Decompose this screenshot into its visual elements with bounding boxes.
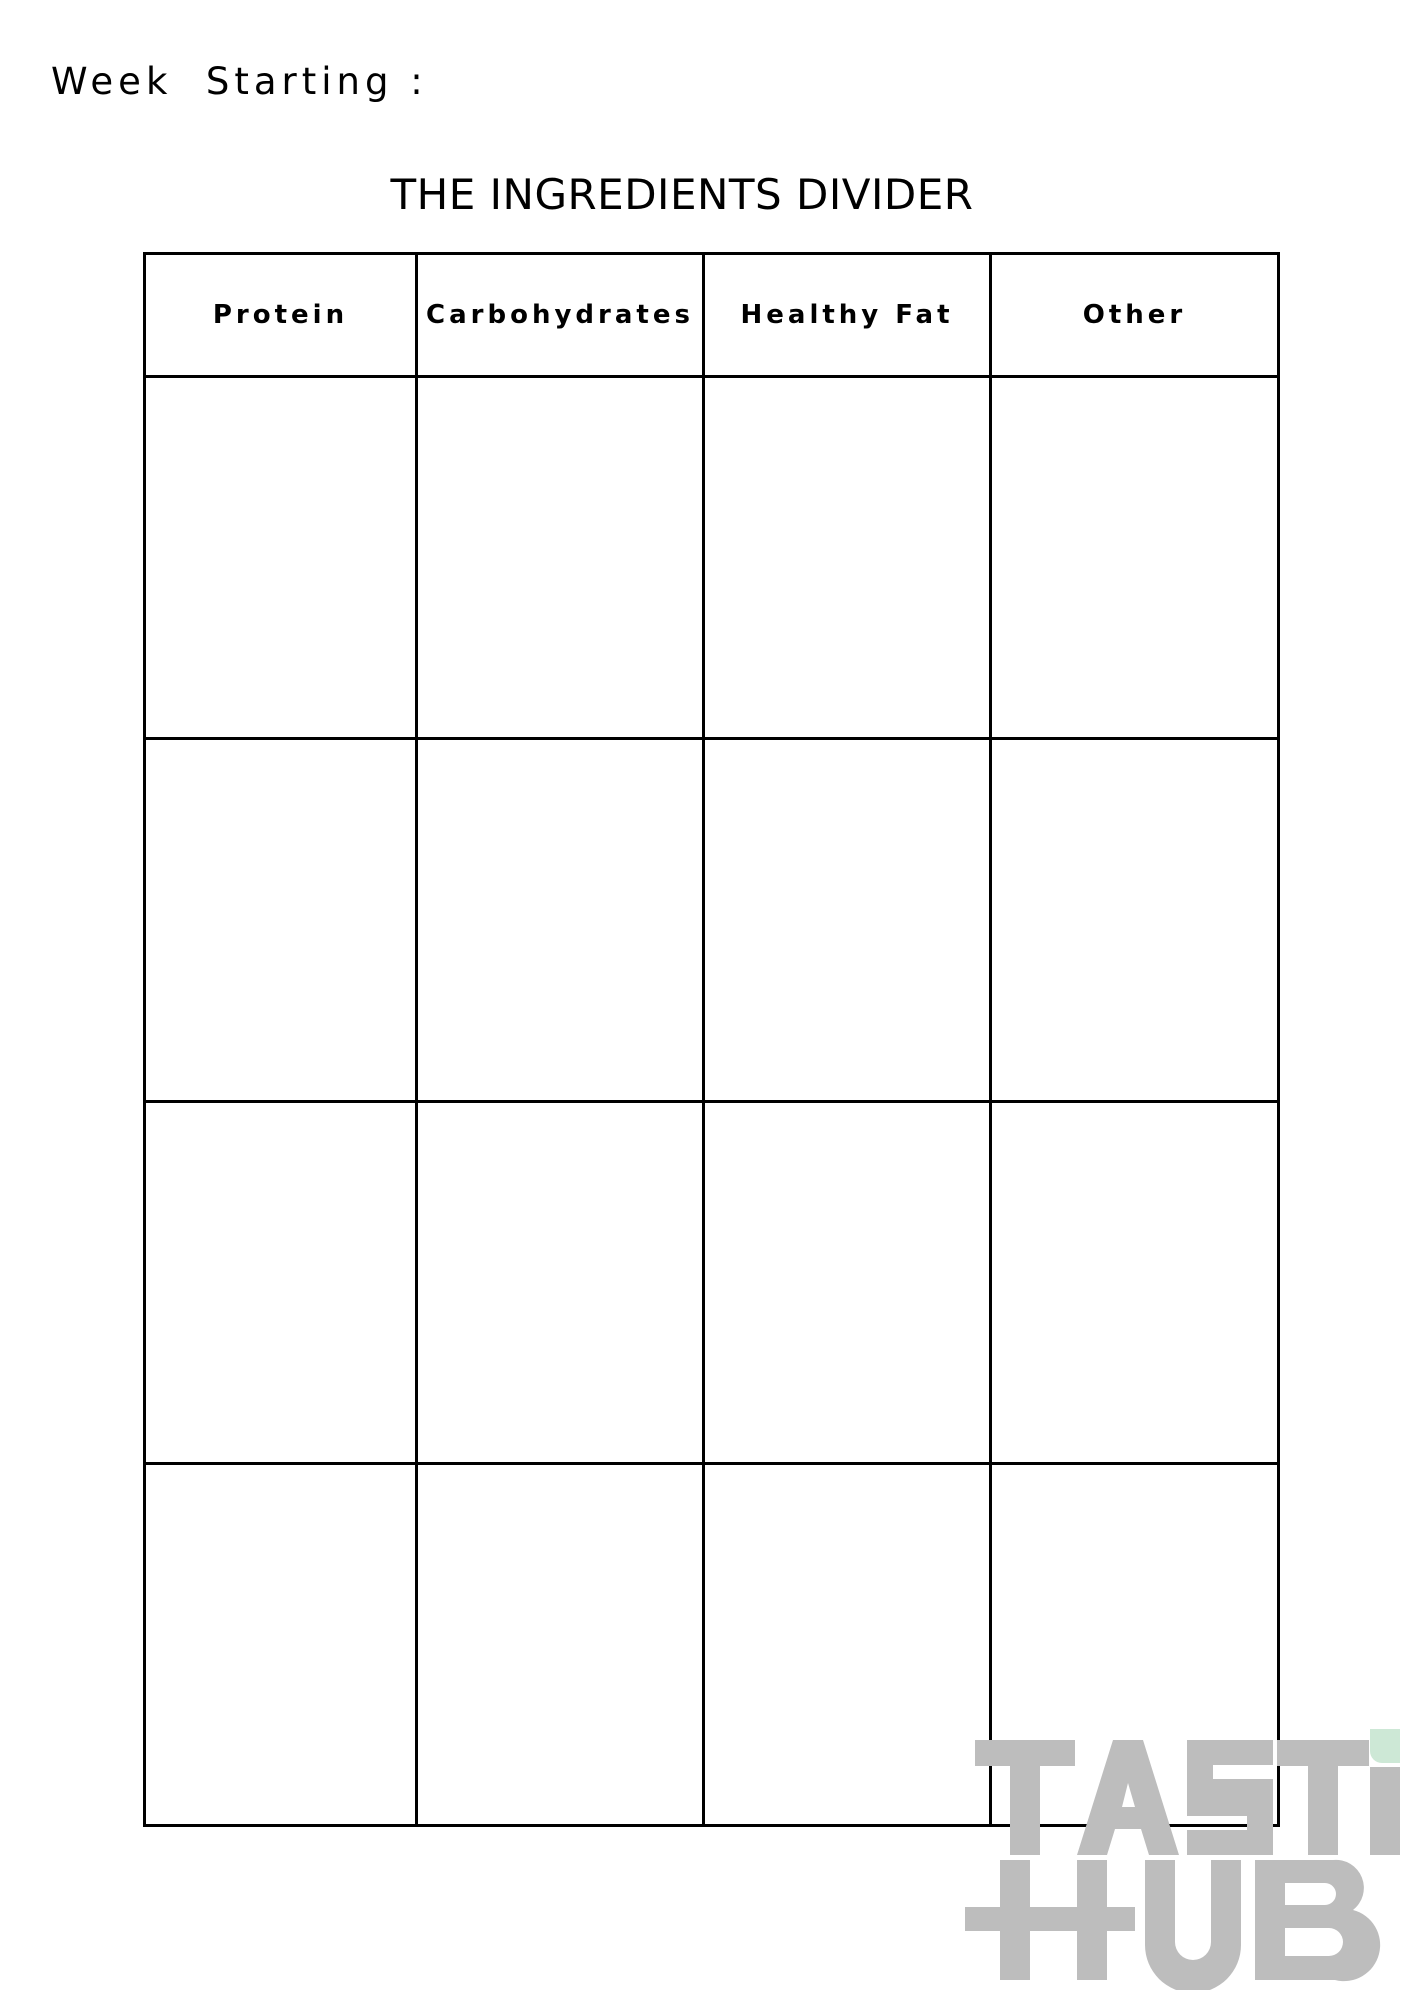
column-header-protein: Protein <box>145 254 417 377</box>
table-header-row <box>145 254 1279 377</box>
table-cell[interactable] <box>145 1101 417 1463</box>
table-cell[interactable] <box>145 739 417 1101</box>
table-cell[interactable] <box>704 377 991 739</box>
column-header-carbohydrates: Carbohydrates <box>417 254 704 377</box>
table-cell[interactable] <box>417 377 704 739</box>
table-cell[interactable] <box>417 1463 704 1825</box>
logo-hub-letters <box>965 1860 1380 1990</box>
page-title: THE INGREDIENTS DIVIDER <box>390 170 974 219</box>
table-row <box>145 739 1279 1101</box>
tastihub-logo <box>965 1725 1405 1990</box>
table-row <box>145 1101 1279 1463</box>
table-cell[interactable] <box>704 739 991 1101</box>
table-cell[interactable] <box>417 739 704 1101</box>
table-cell[interactable] <box>417 1101 704 1463</box>
table-cell[interactable] <box>145 1463 417 1825</box>
table-cell[interactable] <box>991 377 1279 739</box>
table-cell[interactable] <box>991 1101 1279 1463</box>
table-cell[interactable] <box>704 1101 991 1463</box>
column-header-healthy-fat: Healthy Fat <box>704 254 991 377</box>
logo-leaf-icon <box>1370 1729 1400 1763</box>
week-starting-label: Week Starting : <box>51 60 428 103</box>
table-cell[interactable] <box>991 739 1279 1101</box>
table-cell[interactable] <box>704 1463 991 1825</box>
column-header-other: Other <box>991 254 1279 377</box>
logo-tasti-letters <box>975 1740 1400 1855</box>
table-row <box>145 377 1279 739</box>
table-cell[interactable] <box>145 377 417 739</box>
ingredients-table <box>143 252 1280 1827</box>
